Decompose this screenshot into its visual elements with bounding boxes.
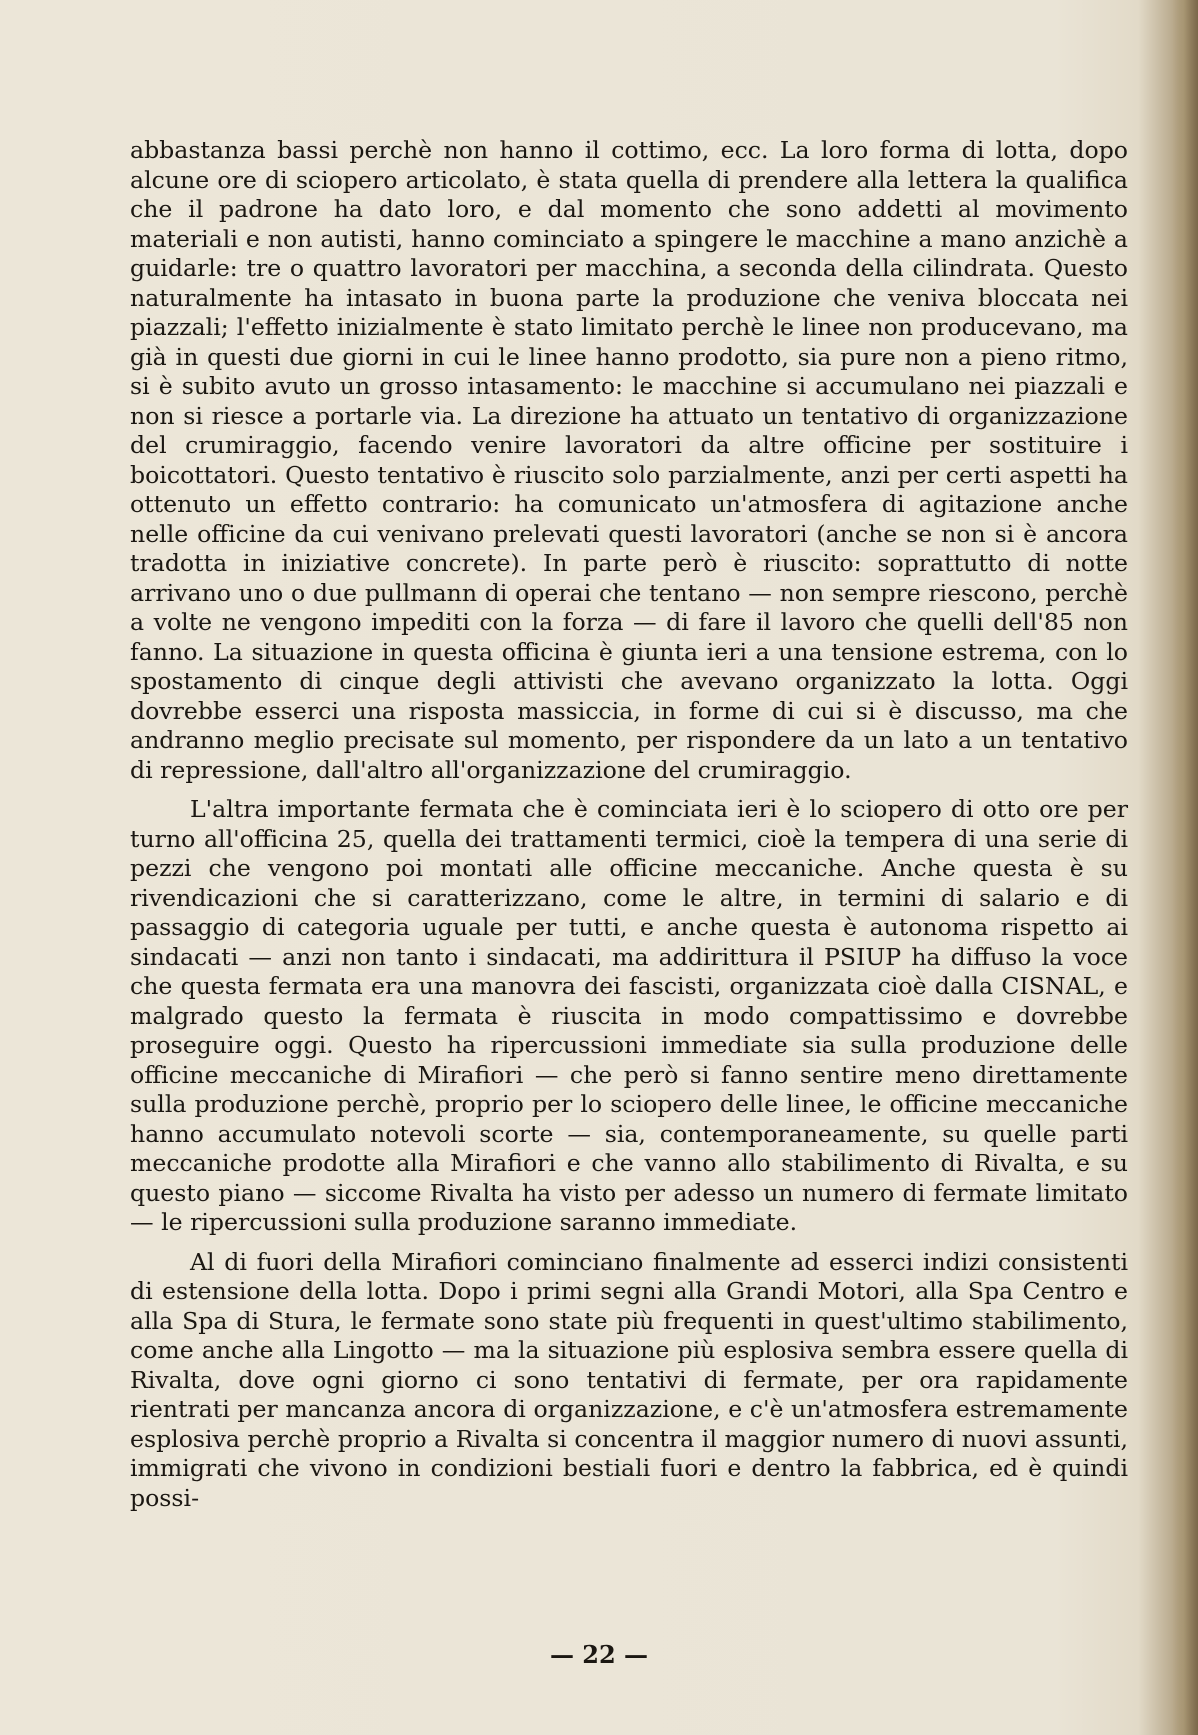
paragraph-3: Al di fuori della Mirafiori cominciano finalmente ad esserci indizi consistenti di estensione della lotta. Dopo i primi segni alla Grandi Motori, alla Spa Centro e alla Spa di Stura, le fermate sono state più frequenti in quest'ultimo stabilimento, come anche alla Lingotto — ma la situazione più esplosiva sembra essere quella di Rivalta, dove ogni giorno ci sono tentativi di fermate, per ora rapidamente rientrati per mancanza ancora di organizzazione, e c'è un'atmosfera estremamente esplosiva perchè proprio a Rivalta si concentra il maggior numero di nuovi assunti, immigrati che vivono in condizioni bestiali fuori e dentro la fabbrica, ed è quindi possi-: [130, 1247, 1128, 1512]
paragraph-1: abbastanza bassi perchè non hanno il cottimo, ecc. La loro forma di lotta, dopo alcune ore di sciopero articolato, è stata quella di prendere alla lettera la qualifica che il padrone ha dato loro, e dal momento che sono addetti al movimento materiali e non autisti, hanno cominciato a spingere le macchine a mano anzichè a guidarle: tre o quattro lavoratori per macchina, a seconda della cilindrata. Questo naturalmente ha intasato in buona parte la produzione che veniva bloccata nei piazzali; l'effetto inizialmente è stato limitato perchè le linee non producevano, ma già in questi due giorni in cui le linee hanno prodotto, sia pure non a pieno ritmo, si è subito avuto un grosso intasamento: le macchine si accumulano nei piazzali e non si riesce a portarle via. La direzione ha attuato un tentativo di organizzazione del crumiraggio, facendo venire lavoratori da altre officine per sostituire i boicottatori. Questo tentativo è riuscito solo parzialmente, anzi per certi aspetti ha ottenuto un effetto contrario: ha comunicato un'atmosfera di agitazione anche nelle officine da cui venivano prelevati questi lavoratori (anche se non si è ancora tradotta in iniziative concrete). In parte però è riuscito: soprattutto di notte arrivano uno o due pullmann di operai che tentano — non sempre riescono, perchè a volte ne vengono impediti con la forza — di fare il lavoro che quelli dell'85 non fanno. La situazione in questa officina è giunta ieri a una tensione estrema, con lo spostamento di cinque degli attivisti che avevano organizzato la lotta. Oggi dovrebbe esserci una risposta massiccia, in forme di cui si è discusso, ma che andranno meglio precisate sul momento, per rispondere da un lato a un tentativo di repressione, dall'altro all'organizzazione del crumiraggio.: [130, 136, 1128, 784]
page-number: — 22 —: [549, 1640, 649, 1669]
page-edge-shadow: [1172, 0, 1198, 1735]
paragraph-2: L'altra importante fermata che è cominciata ieri è lo sciopero di otto ore per turno all'officina 25, quella dei trattamenti termici, cioè la tempera di una serie di pezzi che vengono poi montati alle officine meccaniche. Anche questa è su rivendicazioni che si caratterizzano, come le altre, in termini di salario e di passaggio di categoria uguale per tutti, e anche questa è autonoma rispetto ai sindacati — anzi non tanto i sindacati, ma addirittura il PSIUP ha diffuso la voce che questa fermata era una manovra dei fascisti, organizzata cioè dalla CISNAL, e malgrado questo la fermata è riuscita in modo compattissimo e dovrebbe proseguire oggi. Questo ha ripercussioni immediate sia sulla produzione delle officine meccaniche di Mirafiori — che però si fanno sentire meno direttamente sulla produzione perchè, proprio per lo sciopero delle linee, le officine meccaniche hanno accumulato notevoli scorte — sia, contemporaneamente, su quelle parti meccaniche prodotte alla Mirafiori e che vanno allo stabilimento di Rivalta, e su questo piano — siccome Rivalta ha visto per adesso un numero di fermate limitato — le ripercussioni sulla produzione saranno immediate.: [130, 795, 1128, 1236]
body-text: [130, 136, 1128, 1513]
